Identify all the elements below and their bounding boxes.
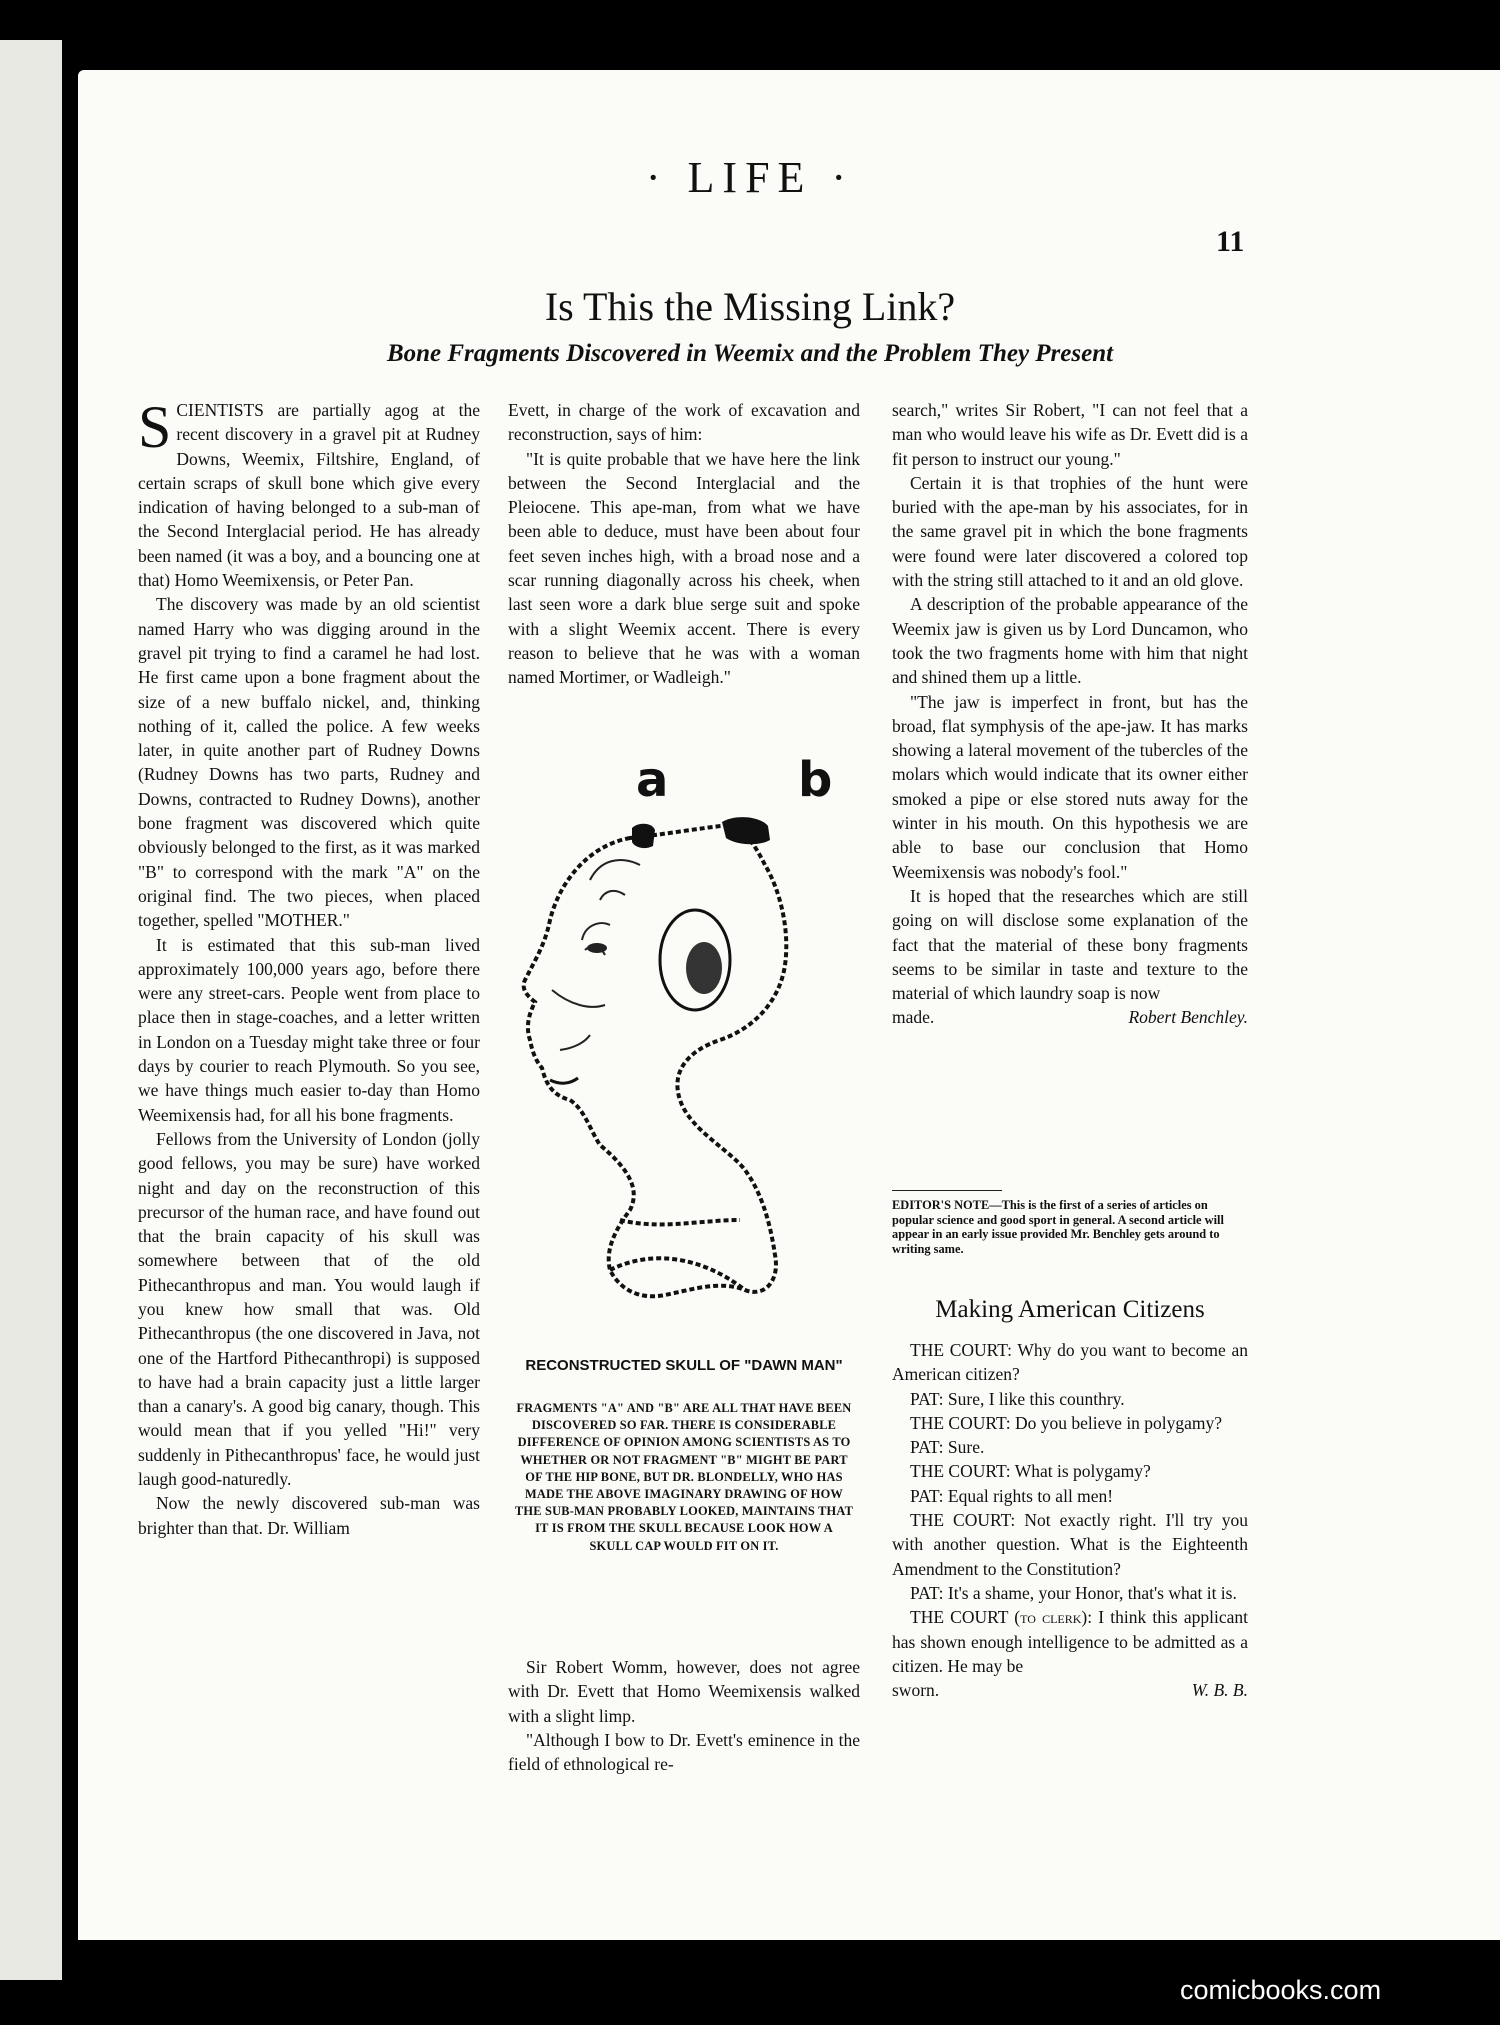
dialogue-text: Equal rights to all men! <box>947 1485 1114 1506</box>
paragraph: Sir Robert Womm, however, does not agree with Dr. Evett that Homo Weemixensis walked with a slight limp. <box>508 1657 860 1726</box>
paragraph: It is hoped that the researches which are still going on will disclose some explanation of the fact that the material of these bony fragments seems to be similar in taste and texture to the material of which laundry soap is now <box>892 885 1248 1004</box>
sidebar-article-body <box>892 1338 1248 1702</box>
fragment-b <box>722 817 770 844</box>
article-column-1 <box>138 394 480 1540</box>
dialogue-line <box>892 1459 1248 1483</box>
speaker: PAT: <box>910 1485 944 1506</box>
fragment-label-a: a <box>636 752 669 808</box>
dialogue-text: What is polygamy? <box>1014 1461 1151 1482</box>
dialogue-line <box>892 1484 1248 1508</box>
speaker: THE COURT: <box>910 1412 1011 1433</box>
dialogue-line <box>892 1508 1248 1581</box>
paragraph: "The jaw is imperfect in front, but has the broad, flat symphysis of the ape-jaw. It has marks showing a lateral movement of the tubercles of the molars which would indicate that its owner either smoked a pipe or else stored nuts away for the winter in his mouth. On this hypothesis we are able to base our conclusion that Homo Weemixensis was nobody's fool." <box>892 691 1248 882</box>
drop-cap: S <box>138 394 172 460</box>
article-column-2 <box>508 398 860 690</box>
running-head: · LIFE · <box>645 153 855 202</box>
editor-note: EDITOR'S NOTE—This is the first of a series of articles on popular science and good sport in general. A second article will appear in an early issue provided Mr. Benchley gets around to writing same. <box>892 1198 1224 1256</box>
speaker: THE COURT (to clerk): <box>910 1607 1093 1628</box>
paragraph: "It is quite probable that we have here the link between the Second Interglacial and the Pleiocene. This ape-man, from what we have been able to deduce, must have been about four feet seven inches high, with a broad nose and a scar running diagonally across his cheek, when last seen wore a dark blue serge suit and spoke with a slight Weemix accent. There is every reason to believe that he was with a woman named Mortimer, or Wadleigh." <box>508 448 860 688</box>
dialogue-line <box>892 1338 1248 1387</box>
dialogue-text: Do you believe in polygamy? <box>1015 1412 1223 1433</box>
final-word: made. <box>892 1007 935 1028</box>
paragraph: Fellows from the University of London (jolly good fellows, you may be sure) have worked night and day on the reconstruction of this precursor of the human race, and have found out that the brain capacity of his skull was somewhere between that of the old Pithecanthropus and man. You would laugh if you knew how small that was. Old Pithecanthropus (the one discovered in Java, not one of the Hartford Pithecanthropi) is supposed to have had a brain capacity just a little larger than a canary's. A good big canary, though. This would mean that if you yelled "Hi!" very suddenly in Pithecanthropus' face, he would just laugh good-naturedly. <box>138 1128 480 1490</box>
dialogue-line <box>892 1387 1248 1411</box>
article-column-3 <box>892 398 1248 1030</box>
dialogue-text: It's a shame, your Honor, that's what it is. <box>947 1582 1237 1603</box>
article-signoff <box>892 1005 1248 1029</box>
dialogue-text: Not exactly right. I'll try you with another question. What is the Eighteenth Amendment to the Constitution? <box>892 1510 1248 1579</box>
page-number: 11 <box>1216 225 1245 258</box>
author-signature: Robert Benchley. <box>1128 1007 1248 1028</box>
paragraph: "Although I bow to Dr. Evett's eminence in the field of ethnological re- <box>508 1729 860 1775</box>
article-subtitle: Bone Fragments Discovered in Weemix and the Problem They Present <box>386 340 1114 367</box>
paragraph: Now the newly discovered sub-man was brighter than that. Dr. William <box>138 1493 480 1538</box>
sidebar-signature: W. B. B. <box>1191 1680 1248 1701</box>
eye <box>587 943 607 953</box>
note-divider <box>892 1190 1002 1191</box>
article-title: Is This the Missing Link? <box>544 284 956 329</box>
paragraph: The discovery was made by an old scientist named Harry who was digging around in the gravel pit trying to find a caramel he had lost. He first came upon a bone fragment about the size of a new buffalo nickel, and, thinking nothing of it, called the police. A few weeks later, in quite another part of Rudney Downs (Rudney Downs has two parts, Rudney and Downs, contracted to Rudney Downs), another bone fragment was discovered which quite obviously belonged to the first, as it was marked "B" to correspond with the mark "A" on the original find. The two pieces, when placed together, spelled "MOTHER." <box>138 594 480 931</box>
dialogue-line <box>892 1411 1248 1435</box>
dialogue-line <box>892 1581 1248 1605</box>
speaker: PAT: <box>910 1582 944 1603</box>
paragraph: search," writes Sir Robert, "I can not feel that a man who would leave his wife as Dr. Evett did is a fit person to instruct our young." <box>892 400 1248 469</box>
illustration-caption-body: FRAGMENTS "A" AND "B" ARE ALL THAT HAVE BEEN DISCOVERED SO FAR. THERE IS CONSIDERABLE DIFFERENCE OF OPINION AMONG SCIENTISTS AS TO WHETHER OR NOT FRAGMENT "B" MIGHT BE PART OF THE HIP BONE, BUT DR. BLONDELLY, WHO HAS MADE THE ABOVE IMAGINARY DRAWING OF HOW THE SUB-MAN PROBABLY LOOKED, MAINTAINS THAT IT IS FROM THE SKULL BECAUSE LOOK HOW A SKULL CAP WOULD FIT ON IT. <box>514 1401 854 1553</box>
sidebar-signoff <box>892 1678 1248 1702</box>
fragment-label-b: b <box>798 752 833 808</box>
article-column-2-continued <box>508 1655 860 1776</box>
ear-inner <box>686 942 722 994</box>
final-word: sworn. <box>892 1680 940 1701</box>
paragraph: It is estimated that this sub-man lived approximately 100,000 years ago, before there were any street-cars. People went from place to place then in stage-coaches, and a letter written in London on a Tuesday might take three or four days by courier to reach Plymouth. So you see, we have things much easier to-day than Homo Weemixensis had, for all his bone fragments. <box>138 934 480 1125</box>
fragment-a <box>632 824 655 848</box>
speaker: PAT: <box>910 1388 944 1409</box>
sidebar-article-title: Making American Citizens <box>935 1296 1205 1323</box>
speaker: PAT: <box>910 1437 944 1458</box>
paragraph: A description of the probable appearance of the Weemix jaw is given us by Lord Duncamon, who took the two fragments home with him that night and shined them up a little. <box>892 594 1248 688</box>
paragraph: Certain it is that trophies of the hunt were buried with the ape-man by his associates, for in the same gravel pit in which the bone fragments were found were later discovered a colored top with the string still attached to it and an old glove. <box>892 472 1248 591</box>
dialogue-text: Sure. <box>947 1437 985 1458</box>
facing-page-edge <box>0 40 62 1980</box>
speaker: THE COURT: <box>910 1510 1016 1531</box>
dialogue-line <box>892 1605 1248 1678</box>
dialogue-text: Why do you want to become an American citizen? <box>892 1340 1248 1385</box>
speaker: THE COURT: <box>910 1340 1012 1360</box>
illustration-caption-title: RECONSTRUCTED SKULL OF "DAWN MAN" <box>525 1357 843 1374</box>
dialogue-text: I think this applicant has shown enough intelligence to be admitted as a citizen. He may be <box>892 1607 1248 1676</box>
dialogue-text: Sure, I like this counthry. <box>947 1388 1125 1409</box>
site-watermark: comicbooks.com <box>1180 1975 1382 2005</box>
paragraph: CIENTISTS are partially agog at the recent discovery in a gravel pit at Rudney Downs, Weemix, Filtshire, England, of certain scraps of skull bone which give every indication of having belonged to a sub-man of the Second Interglacial period. He has already been named (it was a boy, and a bouncing one at that) Homo Weemixensis, or Peter Pan. <box>138 400 480 591</box>
skull-illustration <box>490 750 870 1350</box>
paragraph: Evett, in charge of the work of excavation and reconstruction, says of him: <box>508 400 860 445</box>
dialogue-line <box>892 1435 1248 1459</box>
speaker: THE COURT: <box>910 1461 1011 1482</box>
